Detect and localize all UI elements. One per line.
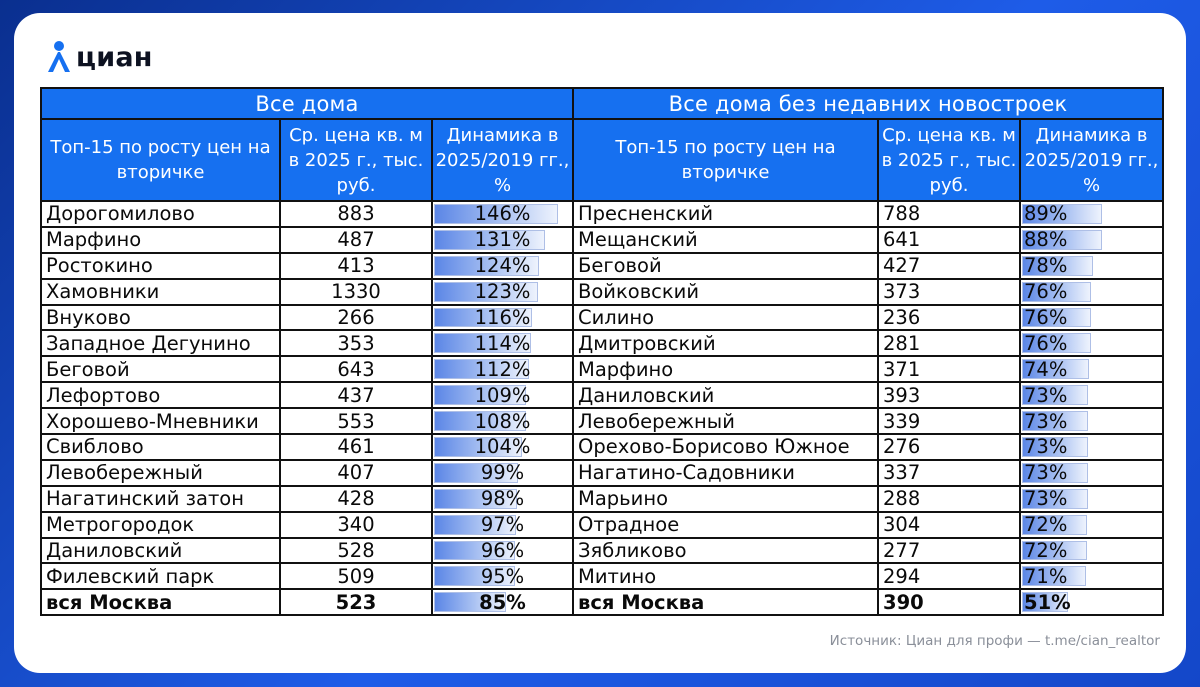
price-value: 236 xyxy=(878,305,1020,331)
price-value: 437 xyxy=(280,382,432,408)
dynamic-value: 73% xyxy=(1024,409,1068,433)
dynamic-cell xyxy=(1020,563,1163,589)
district-name: Отрадное xyxy=(573,512,878,538)
dynamic-cell xyxy=(432,356,573,382)
district-name: Левобережный xyxy=(41,460,280,486)
dynamic-value: 124% xyxy=(474,254,531,278)
district-name: Левобережный xyxy=(573,408,878,434)
district-name: Зябликово xyxy=(573,538,878,564)
district-name: Ростокино xyxy=(41,253,280,279)
dynamic-cell xyxy=(432,382,573,408)
table-row xyxy=(573,563,1163,589)
group-title-without-new-buildings: Все дома без недавних новостроек xyxy=(573,88,1163,119)
price-value: 528 xyxy=(280,538,432,564)
price-value: 373 xyxy=(878,279,1020,305)
dynamic-cell xyxy=(1020,460,1163,486)
district-name: Марфино xyxy=(41,227,280,253)
group-title-all-houses: Все дома xyxy=(41,88,573,119)
price-value: 487 xyxy=(280,227,432,253)
price-value: 288 xyxy=(878,486,1020,512)
dynamic-value: 123% xyxy=(474,280,531,304)
table-row xyxy=(41,305,573,331)
table-row xyxy=(573,253,1163,279)
district-name: Нагатино-Садовники xyxy=(573,460,878,486)
dynamic-cell xyxy=(432,434,573,460)
dynamic-cell xyxy=(432,460,573,486)
dynamic-value: 74% xyxy=(1024,357,1068,381)
table-row xyxy=(41,356,573,382)
district-name: Митино xyxy=(573,563,878,589)
price-value: 553 xyxy=(280,408,432,434)
dynamic-cell xyxy=(1020,538,1163,564)
dynamic-value: 88% xyxy=(1024,228,1068,252)
price-value: 339 xyxy=(878,408,1020,434)
dynamic-value: 51% xyxy=(1024,590,1071,614)
dynamic-value: 72% xyxy=(1024,513,1068,537)
price-value: 643 xyxy=(280,356,432,382)
dynamic-cell xyxy=(1020,201,1163,227)
price-value: 407 xyxy=(280,460,432,486)
table-row xyxy=(573,201,1163,227)
tables-wrapper xyxy=(40,87,1164,616)
district-name: Даниловский xyxy=(573,382,878,408)
price-value: 427 xyxy=(878,253,1020,279)
column-header-price: Ср. цена кв. м в 2025 г., тыс. руб. xyxy=(280,119,432,201)
table-row xyxy=(573,356,1163,382)
price-value: 281 xyxy=(878,330,1020,356)
price-value: 390 xyxy=(878,589,1020,615)
dynamic-value: 72% xyxy=(1024,539,1068,563)
dynamic-value: 112% xyxy=(474,357,531,381)
table-row xyxy=(573,434,1163,460)
price-value: 353 xyxy=(280,330,432,356)
table-row xyxy=(573,279,1163,305)
dynamic-cell xyxy=(1020,382,1163,408)
table-row-total xyxy=(41,589,573,615)
dynamic-cell xyxy=(1020,356,1163,382)
table-row xyxy=(41,563,573,589)
dynamic-cell xyxy=(432,253,573,279)
dynamic-cell xyxy=(1020,253,1163,279)
price-value: 277 xyxy=(878,538,1020,564)
dynamic-cell xyxy=(1020,279,1163,305)
table-row xyxy=(573,486,1163,512)
dynamic-cell xyxy=(432,305,573,331)
dynamic-value: 99% xyxy=(480,461,525,485)
price-value: 413 xyxy=(280,253,432,279)
district-name: Дорогомилово xyxy=(41,201,280,227)
price-value: 337 xyxy=(878,460,1020,486)
district-name: Метрогородок xyxy=(41,512,280,538)
price-value: 393 xyxy=(878,382,1020,408)
dynamic-value: 71% xyxy=(1024,564,1068,588)
dynamic-cell xyxy=(1020,408,1163,434)
dynamic-cell xyxy=(432,563,573,589)
dynamic-value: 78% xyxy=(1024,254,1068,278)
district-name: Дмитровский xyxy=(573,330,878,356)
dynamic-cell xyxy=(1020,227,1163,253)
price-value: 461 xyxy=(280,434,432,460)
dynamic-cell xyxy=(432,279,573,305)
cian-pin-logo-icon xyxy=(44,40,70,74)
column-header-name: Топ-15 по росту цен на вторичке xyxy=(41,119,280,201)
cian-logo xyxy=(44,39,153,75)
table-row xyxy=(41,279,573,305)
district-name: вся Москва xyxy=(41,589,280,615)
column-header-price: Ср. цена кв. м в 2025 г., тыс. руб. xyxy=(878,119,1020,201)
dynamic-value: 146% xyxy=(474,202,531,226)
dynamic-cell xyxy=(1020,330,1163,356)
price-value: 523 xyxy=(280,589,432,615)
district-name: Нагатинский затон xyxy=(41,486,280,512)
dynamic-value: 89% xyxy=(1024,202,1068,226)
district-name: Беговой xyxy=(573,253,878,279)
table-row xyxy=(573,538,1163,564)
column-header-dynamic: Динамика в 2025/2019 гг., % xyxy=(432,119,573,201)
dynamic-value: 76% xyxy=(1024,306,1068,329)
district-name: Западное Дегунино xyxy=(41,330,280,356)
dynamic-value: 73% xyxy=(1024,435,1068,459)
dynamic-cell xyxy=(1020,434,1163,460)
district-name: Внуково xyxy=(41,305,280,331)
district-name: Пресненский xyxy=(573,201,878,227)
table-row xyxy=(41,253,573,279)
dynamic-value: 73% xyxy=(1024,461,1068,485)
table-row xyxy=(41,408,573,434)
dynamic-cell xyxy=(432,512,573,538)
dynamic-value: 96% xyxy=(480,539,525,563)
district-name: Силино xyxy=(573,305,878,331)
infographic-card xyxy=(14,13,1186,673)
table-row xyxy=(41,512,573,538)
table-row xyxy=(573,460,1163,486)
district-name: Свиблово xyxy=(41,434,280,460)
dynamic-cell xyxy=(432,538,573,564)
price-value: 641 xyxy=(878,227,1020,253)
table-row xyxy=(573,382,1163,408)
price-value: 294 xyxy=(878,563,1020,589)
price-value: 428 xyxy=(280,486,432,512)
table-row xyxy=(41,460,573,486)
dynamic-value: 114% xyxy=(474,331,531,355)
brand-name: циан xyxy=(76,41,153,73)
table-row xyxy=(573,408,1163,434)
table-row xyxy=(41,382,573,408)
dynamic-cell xyxy=(1020,589,1163,615)
table-row xyxy=(41,486,573,512)
district-name: Даниловский xyxy=(41,538,280,564)
district-name: Филевский парк xyxy=(41,563,280,589)
district-name: Войковский xyxy=(573,279,878,305)
table-row xyxy=(41,227,573,253)
dynamic-value: 76% xyxy=(1024,280,1068,304)
dynamic-value: 98% xyxy=(480,487,525,511)
dynamic-value: 131% xyxy=(474,228,531,252)
table-all-houses xyxy=(40,87,574,616)
price-value: 883 xyxy=(280,201,432,227)
district-name: Беговой xyxy=(41,356,280,382)
dynamic-cell xyxy=(1020,486,1163,512)
column-header-dynamic: Динамика в 2025/2019 гг., % xyxy=(1020,119,1163,201)
district-name: Марфино xyxy=(573,356,878,382)
district-name: Марьино xyxy=(573,486,878,512)
district-name: Хамовники xyxy=(41,279,280,305)
dynamic-value: 76% xyxy=(1024,331,1068,355)
price-value: 1330 xyxy=(280,279,432,305)
price-value: 266 xyxy=(280,305,432,331)
table-row xyxy=(41,538,573,564)
district-name: Лефортово xyxy=(41,382,280,408)
price-value: 788 xyxy=(878,201,1020,227)
dynamic-cell xyxy=(432,330,573,356)
district-name: Хорошево-Мневники xyxy=(41,408,280,434)
table-row xyxy=(573,227,1163,253)
dynamic-value: 85% xyxy=(479,590,526,614)
district-name: вся Москва xyxy=(573,589,878,615)
dynamic-value: 109% xyxy=(474,383,531,407)
dynamic-cell xyxy=(432,408,573,434)
table-row-total xyxy=(573,589,1163,615)
price-value: 509 xyxy=(280,563,432,589)
dynamic-cell xyxy=(432,227,573,253)
table-row xyxy=(41,434,573,460)
price-value: 304 xyxy=(878,512,1020,538)
source-note: Источник: Циан для профи — t.me/cian_realtor xyxy=(829,633,1160,649)
dynamic-cell xyxy=(1020,512,1163,538)
table-row xyxy=(573,512,1163,538)
dynamic-value: 73% xyxy=(1024,383,1068,407)
dynamic-value: 108% xyxy=(474,409,531,433)
price-value: 276 xyxy=(878,434,1020,460)
district-name: Орехово-Борисово Южное xyxy=(573,434,878,460)
dynamic-value: 73% xyxy=(1024,487,1068,511)
dynamic-value: 97% xyxy=(480,513,525,537)
dynamic-value: 116% xyxy=(474,306,531,329)
dynamic-cell xyxy=(432,201,573,227)
table-row xyxy=(41,330,573,356)
price-value: 371 xyxy=(878,356,1020,382)
district-name: Мещанский xyxy=(573,227,878,253)
dynamic-value: 95% xyxy=(480,564,525,588)
dynamic-cell xyxy=(1020,305,1163,331)
table-row xyxy=(573,330,1163,356)
column-header-name: Топ-15 по росту цен на вторичке xyxy=(573,119,878,201)
dynamic-cell xyxy=(432,486,573,512)
dynamic-cell xyxy=(432,589,573,615)
price-value: 340 xyxy=(280,512,432,538)
table-row xyxy=(41,201,573,227)
table-without-new-buildings xyxy=(572,87,1164,616)
table-row xyxy=(573,305,1163,331)
dynamic-value: 104% xyxy=(474,435,531,459)
